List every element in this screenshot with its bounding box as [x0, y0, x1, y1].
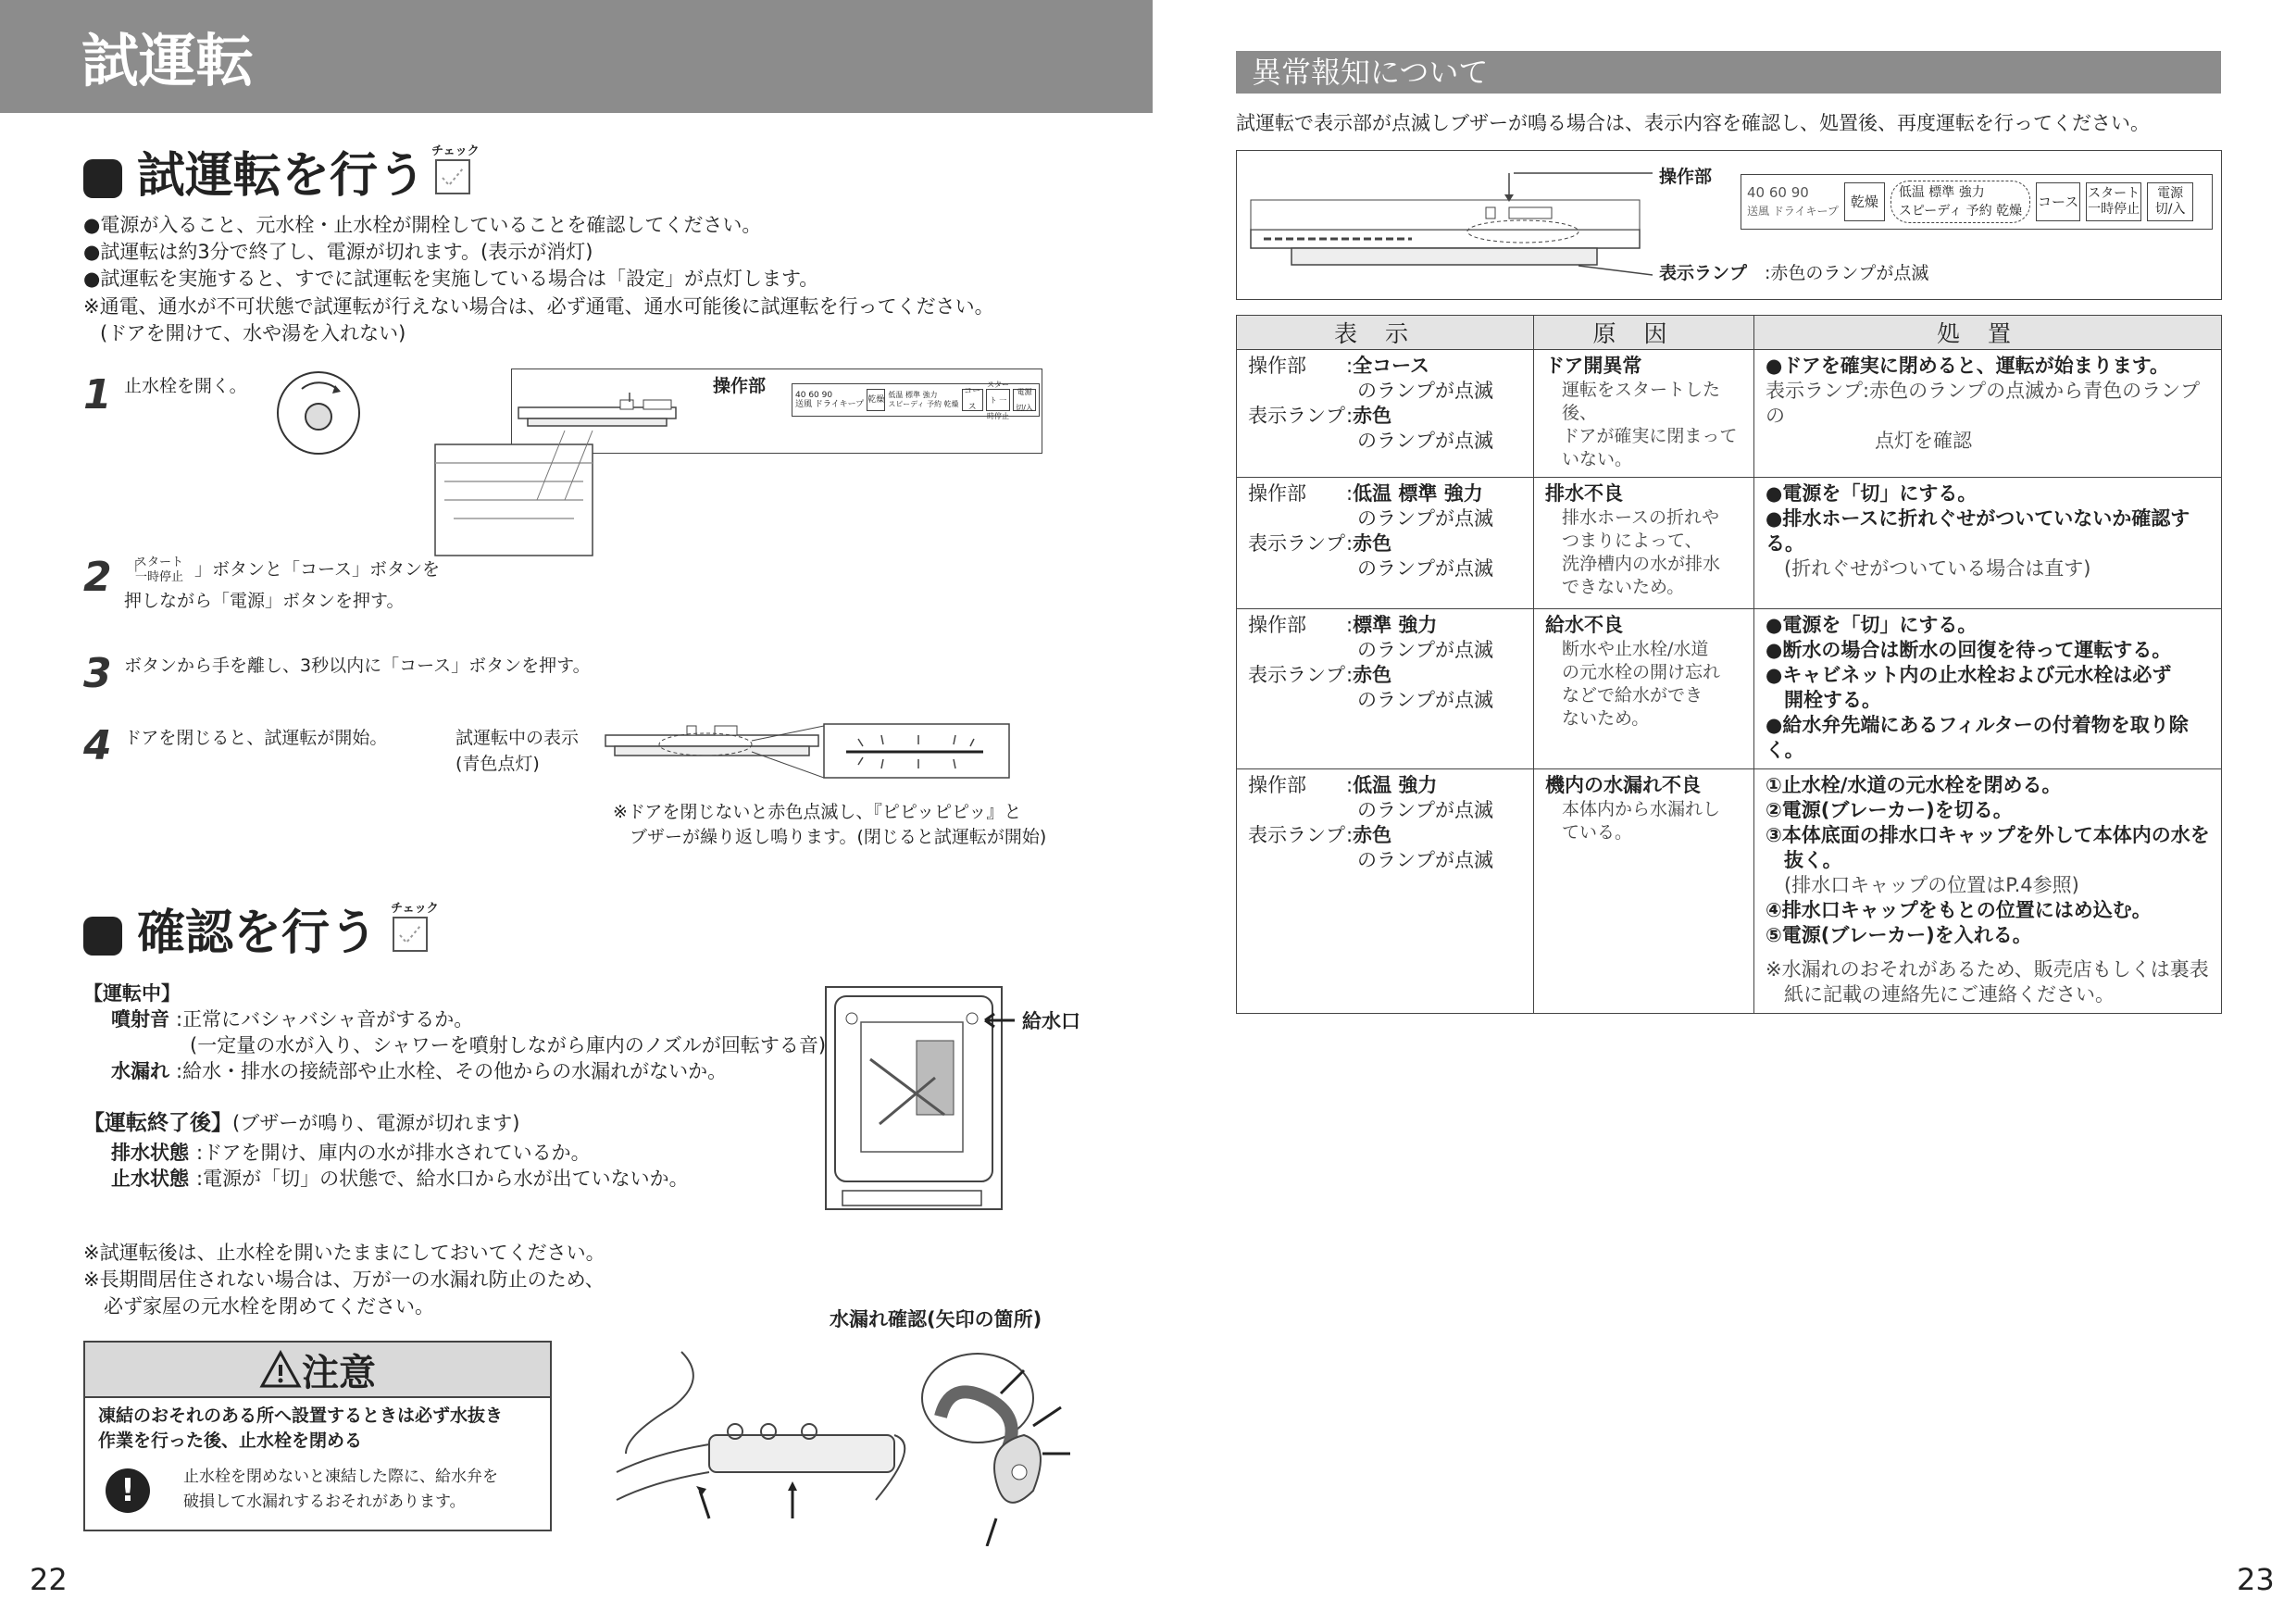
course-button[interactable]: コース [2036, 182, 2080, 221]
after-run-heading-row [83, 1109, 519, 1137]
action-item: ①止水栓/水道の元水栓を閉める。 [1766, 774, 2062, 796]
panel-label: 操作部 [713, 376, 767, 396]
arrow-icon [978, 1011, 1018, 1030]
cause-title: 排水不良 [1545, 482, 1623, 505]
blue-light-label: (青色点灯) [455, 754, 540, 774]
hose-leak-check-illustration [598, 1343, 1098, 1546]
display-label: 表示ランプ [1248, 405, 1345, 427]
after-run-heading: 【運転終了後】 [83, 1111, 232, 1135]
action-item: ②電源(ブレーカー)を切る。 [1766, 799, 2013, 821]
table-row [1237, 609, 2222, 769]
cause-title: 給水不良 [1545, 614, 1623, 636]
drain-text: :ドアを開け、庫内の水が排水されているか。 [196, 1142, 591, 1164]
dry-button[interactable]: 乾燥 [1844, 182, 1885, 221]
section-bullet-square [83, 159, 122, 198]
action-note: 表示ランプ:赤色のランプの点滅から青色のランプの [1766, 380, 2201, 427]
warning-triangle-icon [259, 1350, 302, 1389]
caution-box [83, 1341, 552, 1531]
cause-detail: 洗浄槽内の水が排水 [1562, 554, 1721, 574]
running-heading: 【運転中】 [83, 982, 181, 1005]
lamp-text: :赤色のランプが点滅 [1765, 263, 1929, 283]
spray-subtext: (一定量の水が入り、シャワーを噴射しながら庫内のノズルが回転する音) [190, 1034, 827, 1056]
display-label: 操作部 [1248, 614, 1306, 636]
step-text: 」ボタンと「コース」ボタンを [194, 559, 441, 580]
display-label: 表示ランプ [1248, 532, 1345, 555]
display-subtext: のランプが点滅 [1357, 849, 1493, 871]
mode-labels: 低温 標準 強力 [1898, 185, 1985, 200]
table-row [1237, 478, 2222, 609]
cause-detail: いない。 [1562, 449, 1633, 469]
spray-label: 噴射音 [111, 1008, 169, 1031]
section-header-title: 異常報知について [1252, 55, 1489, 90]
drain-label: 排水状態 [111, 1142, 189, 1164]
step-number: 4 [83, 722, 112, 769]
action-item: ●キャビネット内の止水栓および元水栓は必ず [1766, 664, 2172, 686]
caution-title: 注意 [302, 1351, 376, 1394]
page-number-left: 22 [30, 1562, 68, 1597]
display-cell [1237, 609, 1534, 769]
leak-check-label: 水漏れ確認(矢印の箇所) [830, 1308, 1042, 1330]
check-label: チェック [431, 144, 480, 158]
lamp-label: 表示ランプ [1659, 263, 1748, 283]
display-value-text: 赤色 [1353, 664, 1392, 686]
display-value-text: 赤色 [1353, 824, 1392, 846]
cause-detail: ないため。 [1562, 708, 1650, 729]
cause-detail: などで給水ができ [1562, 685, 1703, 706]
mode-labels-2: スピーディ 予約 乾燥 [888, 400, 959, 408]
mode-labels: 低温 標準 強力 [888, 391, 938, 399]
cause-cell [1534, 769, 1754, 1014]
note-text: ※試運転後は、止水栓を開いたままにしておいてください。 [83, 1242, 605, 1264]
control-panel [1741, 174, 2213, 230]
table-row [1237, 769, 2222, 1014]
stop-water-label: 止水状態 [111, 1168, 189, 1190]
display-value: :低温 強力 [1346, 774, 1438, 796]
bullet-text: ●試運転を実施すると、すでに試運転を実施している場合は「設定」が点灯します。 [83, 268, 819, 290]
cause-detail: の元水栓の開け忘れ [1562, 662, 1721, 682]
step-text: 押しながら「電源」ボタンを押す。 [124, 591, 405, 611]
action-item: ●排水ホースに折れぐせがついていないか確認する。 [1766, 507, 2190, 555]
display-label: 表示ランプ [1248, 824, 1345, 846]
caution-bold-text: 作業を行った後、止水栓を閉める [98, 1430, 363, 1451]
action-item: ③本体底面の排水口キャップを外して本体内の水を [1766, 824, 2210, 846]
action-item: ●電源を「切」にする。 [1766, 482, 1978, 505]
note-text: (ドアを開けて、水や湯を入れない) [100, 322, 406, 344]
display-label: 操作部 [1248, 482, 1306, 505]
step-number: 2 [83, 554, 112, 601]
action-item: 開栓する。 [1784, 689, 1881, 711]
error-table [1236, 315, 2222, 1014]
page-number-right: 23 [2237, 1562, 2275, 1597]
power-button[interactable]: 電源 切/入 [1013, 389, 1036, 411]
step-text: ボタンから手を離し、3秒以内に「コース」ボタンを押す。 [124, 656, 591, 676]
temp-values: 40 60 90 [795, 391, 833, 400]
dry-keep-label: 送風 ドライキープ [1747, 205, 1839, 218]
display-label: 操作部 [1248, 774, 1306, 796]
cause-cell [1534, 350, 1754, 478]
note-text: 必ず家屋の元水栓を閉めてください。 [104, 1295, 434, 1318]
display-value: :標準 強力 [1346, 614, 1438, 636]
action-item: ●ドアを確実に閉めると、運転が始まります。 [1766, 355, 2170, 377]
cause-detail: 排水ホースの折れや [1562, 507, 1720, 528]
display-value: :赤色 [1346, 532, 1392, 555]
caution-bold-text: 凍結のおそれのある所へ設置するときは必ず水抜き [98, 1405, 504, 1426]
step-text-prefix: 「 [124, 559, 143, 580]
cause-detail: 運転をスタートした後、 [1562, 380, 1721, 423]
action-note: 点灯を確認 [1875, 430, 1972, 452]
control-panel [792, 380, 1040, 420]
action-cell [1754, 350, 2222, 478]
col-header-cause: 原因 [1534, 316, 1754, 350]
intro-text: 試運転で表示部が点滅しブザーが鳴る場合は、表示内容を確認し、処置後、再度運転を行ってください。 [1236, 112, 2150, 134]
display-value-text: 標準 強力 [1353, 614, 1438, 636]
action-item: ⑤電源(ブレーカー)を入れる。 [1766, 924, 2032, 946]
checkbox-icon[interactable] [393, 917, 428, 952]
cause-title: ドア開異常 [1545, 355, 1642, 377]
dry-keep-label: 送風 ドライキープ [795, 400, 865, 409]
leak-label: 水漏れ [111, 1060, 169, 1082]
section-bullet-square [83, 917, 122, 956]
display-value: :赤色 [1346, 405, 1392, 427]
table-header-row [1237, 316, 2222, 350]
temp-values: 40 60 90 [1747, 184, 1809, 201]
cause-cell [1534, 609, 1754, 769]
action-item: ●給水弁先端にあるフィルターの付着物を取り除く。 [1766, 714, 2189, 761]
col-header-action: 処置 [1754, 316, 2222, 350]
dry-button[interactable]: 乾燥 [867, 389, 885, 411]
action-item: (排水口キャップの位置はP.4参照) [1784, 874, 2079, 896]
action-note: (折れぐせがついている場合は直す) [1784, 557, 2091, 580]
test-run-display-label: 試運転中の表示 [455, 728, 580, 748]
exclamation-icon: ! [106, 1468, 150, 1513]
step4-note: ブザーが繰り返し鳴ります。(閉じると試運転が開始) [630, 827, 1047, 847]
valve-illustration [274, 369, 363, 457]
bullet-text: ●電源が入ること、元水栓・止水栓が開栓していることを確認してください。 [83, 214, 762, 236]
pause-label-small: 一時停止 [135, 570, 184, 584]
display-subtext: のランプが点滅 [1357, 799, 1493, 821]
cause-detail: 断水や止水栓/水道 [1562, 639, 1709, 659]
panel-label: 操作部 [1659, 167, 1713, 187]
start-label-small: スタート [135, 556, 184, 569]
note-text: ※長期間居住されない場合は、万が一の水漏れ防止のため、 [83, 1268, 605, 1291]
action-item: ●電源を「切」にする。 [1766, 614, 1978, 636]
section-title-confirm: 確認を行う [137, 906, 379, 961]
cause-detail: ている。 [1562, 822, 1633, 843]
check-label: チェック [391, 902, 439, 916]
action-item: ●断水の場合は断水の回復を待って運転する。 [1766, 639, 2172, 661]
cause-detail: 本体内から水漏れし [1562, 799, 1721, 819]
after-run-subtext: (ブザーが鳴り、電源が切れます) [232, 1112, 520, 1134]
step-number: 3 [83, 650, 112, 697]
display-subtext: のランプが点滅 [1357, 557, 1493, 580]
cause-detail: ドアが確実に閉まって [1562, 426, 1738, 446]
step-text: ドアを閉じると、試運転が開始。 [124, 728, 388, 748]
action-cell [1754, 478, 2222, 609]
step-text: 止水栓を開く。 [124, 376, 247, 396]
action-note: ※水漏れのおそれがあるため、販売店もしくは裏表 [1766, 958, 2209, 981]
display-value-text: 低温 強力 [1353, 774, 1438, 796]
dishwasher-illustration [426, 380, 704, 565]
cause-title: 機内の水漏れ不良 [1545, 774, 1701, 796]
caution-text: 止水栓を閉めないと凍結した際に、給水弁を [183, 1468, 498, 1486]
display-value: :赤色 [1346, 824, 1392, 846]
power-button[interactable]: 電源 切/入 [2147, 182, 2193, 221]
display-value-text: 低温 標準 強力 [1353, 482, 1483, 505]
display-value-text: 全コース [1353, 355, 1430, 377]
checkbox-icon[interactable] [435, 159, 470, 194]
display-subtext: のランプが点滅 [1357, 689, 1493, 711]
display-value: :全コース [1346, 355, 1430, 377]
start-pause-button[interactable]: スタート 一時停止 [2086, 182, 2141, 221]
cause-cell [1534, 478, 1754, 609]
display-subtext: のランプが点滅 [1357, 507, 1493, 530]
display-subtext: のランプが点滅 [1357, 430, 1493, 452]
display-cell [1237, 350, 1534, 478]
table-row [1237, 350, 2222, 478]
course-button[interactable]: コース [962, 389, 983, 411]
action-cell [1754, 769, 2222, 1014]
test-run-display-illustration [604, 722, 1020, 796]
col-header-display: 表示 [1237, 316, 1534, 350]
section-title-test-run: 試運転を行う [137, 148, 427, 204]
display-subtext: のランプが点滅 [1357, 380, 1493, 402]
dishwasher-front-illustration [1245, 159, 1662, 289]
start-pause-button[interactable]: スタート 一時停止 [987, 380, 1009, 420]
note-text: ※通電、通水が不可状態で試運転が行えない場合は、必ず通電、通水可能後に試運転を行ってください。 [83, 295, 994, 318]
step4-note: ※ドアを閉じないと赤色点滅し、『ピピッピピッ』と [613, 802, 1022, 822]
caution-header [85, 1343, 550, 1398]
bullet-text: ●試運転は約3分で終了し、電源が切れます。(表示が消灯) [83, 241, 593, 263]
cause-detail: できないため。 [1562, 577, 1685, 597]
stop-water-text: :電源が「切」の状態で、給水口から水が出ていないか。 [196, 1168, 689, 1190]
mode-labels-2: スピーディ 予約 乾燥 [1898, 204, 2023, 219]
display-value-text: 赤色 [1353, 532, 1392, 555]
cause-detail: つまりによって、 [1562, 531, 1703, 551]
spray-text: :正常にバシャバシャ音がするか。 [176, 1008, 474, 1031]
display-label: 表示ランプ [1248, 664, 1345, 686]
action-item: 抜く。 [1784, 849, 1842, 871]
display-cell [1237, 769, 1534, 1014]
leak-text: :給水・排水の接続部や止水栓、その他からの水漏れがないか。 [176, 1060, 728, 1082]
display-subtext: のランプが点滅 [1357, 639, 1493, 661]
action-note: 紙に記載の連絡先にご連絡ください。 [1784, 983, 2115, 1006]
action-item: ④排水口キャップをもとの位置にはめ込む。 [1766, 899, 2152, 921]
display-cell [1237, 478, 1534, 609]
action-cell [1754, 609, 2222, 769]
display-value: :赤色 [1346, 664, 1392, 686]
step-number: 1 [83, 371, 112, 418]
water-inlet-label: 給水口 [1022, 1010, 1080, 1032]
display-label: 操作部 [1248, 355, 1306, 377]
page-title: 試運転 [81, 27, 255, 94]
display-value-text: 赤色 [1353, 405, 1392, 427]
caution-text: 破損して水漏れするおそれがあります。 [183, 1493, 466, 1511]
display-value: :低温 標準 強力 [1346, 482, 1483, 505]
